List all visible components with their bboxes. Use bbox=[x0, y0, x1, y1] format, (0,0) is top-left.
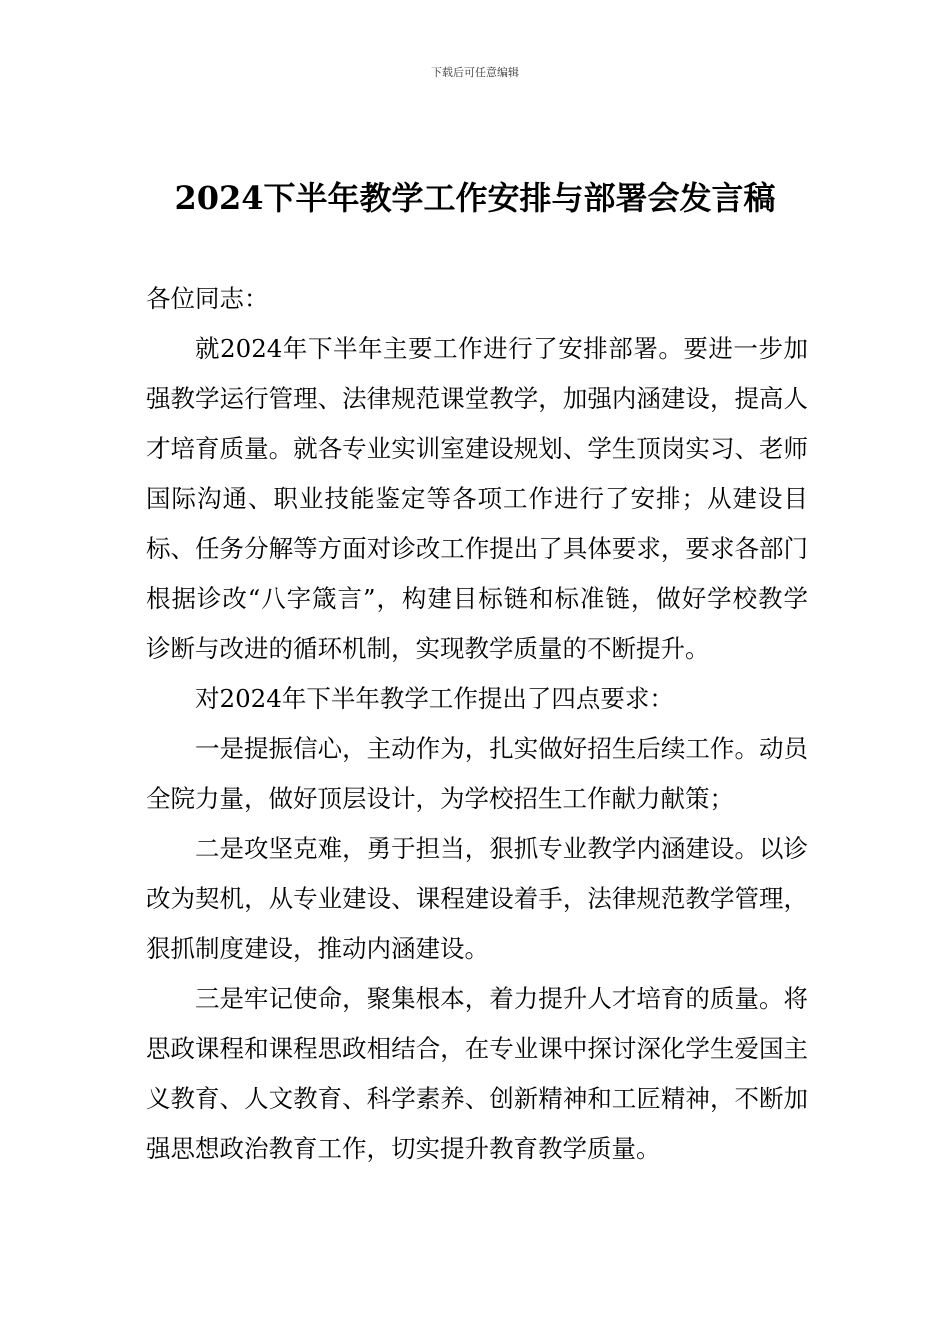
page-header-note: 下载后可任意编辑 bbox=[431, 66, 519, 79]
document-body bbox=[146, 274, 808, 1174]
paragraph-work-arrangement: 就2024年下半年主要工作进行了安排部署。要进一步加强教学运行管理、法律规范课堂教学，加强内涵建设，提高人才培育质量。就各专业实训室建设规划、学生顶岗实习、老师国际沟通、职业技能鉴定等各项工作进行了安排；从建设目标、任务分解等方面对诊改工作提出了具体要求，要求各部门根据诊改“八字箴言”，构建目标链和标准链，做好学校教学诊断与改进的循环机制，实现教学质量的不断提升。 bbox=[146, 334, 808, 663]
paragraph-requirement-two: 二是攻坚克难，勇于担当，狠抓专业教学内涵建设。以诊改为契机，从专业建设、课程建设着手，法律规范教学管理，狠抓制度建设，推动内涵建设。 bbox=[146, 834, 808, 963]
salutation: 各位同志： bbox=[146, 284, 269, 313]
document-title: 2024下半年教学工作安排与部署会发言稿 bbox=[174, 179, 776, 217]
paragraph-requirement-one: 一是提振信心，主动作为，扎实做好招生后续工作。动员全院力量，做好顶层设计，为学校招生工作献力献策； bbox=[146, 734, 808, 813]
paragraph-requirement-three: 三是牢记使命，聚集根本，着力提升人才培育的质量。将思政课程和课程思政相结合，在专业课中探讨深化学生爱国主义教育、人文教育、科学素养、创新精神和工匠精神，不断加强思想政治教育工作，切实提升教育教学质量。 bbox=[146, 984, 808, 1163]
paragraph-four-requirements-intro: 对2024年下半年教学工作提出了四点要求： bbox=[195, 684, 674, 713]
